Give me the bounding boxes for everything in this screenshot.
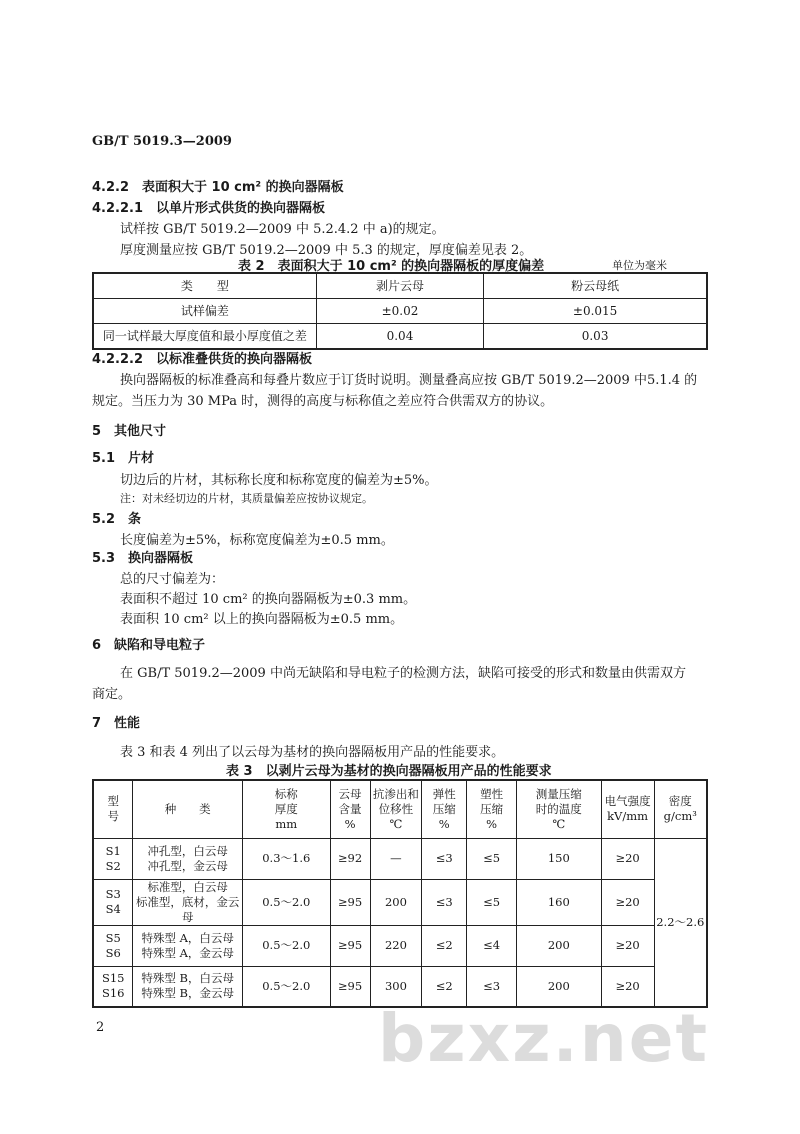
- table-header-cell: 粉云母纸: [484, 273, 707, 299]
- cell-type-no: S15 S16: [93, 966, 133, 1007]
- table-cell: 试样偏差: [93, 299, 316, 324]
- page-number: 2: [96, 1020, 105, 1035]
- table-header-row: [93, 780, 707, 838]
- section-7-heading: 7 性能: [92, 716, 141, 731]
- section-4-2-2-1-heading: 4.2.2.1 以单片形式供货的换向器隔板: [92, 201, 325, 216]
- cell-kind: 特殊型 B，白云母 特殊型 B，金云母: [133, 966, 243, 1007]
- cell-thickness: 0.5～2.0: [242, 966, 330, 1007]
- table2-unit: 单位为毫米: [612, 259, 667, 272]
- cell-plastic-compression: ≤3: [467, 966, 517, 1007]
- header-electric-strength: 电气强度 kV/mm: [601, 780, 654, 838]
- cell-measure-temperature: 150: [516, 838, 601, 879]
- table-cell: ±0.02: [316, 299, 483, 324]
- table-cell: 0.03: [484, 324, 707, 350]
- cell-exudation: —: [370, 838, 422, 879]
- cell-mica-content: ≥95: [330, 966, 370, 1007]
- cell-exudation: 220: [370, 925, 422, 966]
- section-5-1-heading: 5.1 片材: [92, 451, 155, 466]
- section-4-2-2-2-heading: 4.2.2.2 以标准叠供货的换向器隔板: [92, 352, 312, 367]
- table-row: [93, 925, 707, 966]
- table-cell: 0.04: [316, 324, 483, 350]
- header-mica-content: 云母 含量 %: [330, 780, 370, 838]
- cell-plastic-compression: ≤5: [467, 879, 517, 925]
- table2-caption: 表 2 表面积大于 10 cm² 的换向器隔板的厚度偏差: [238, 259, 545, 274]
- header-density: 密度 g/cm³: [654, 780, 707, 838]
- cell-type-no: S3 S4: [93, 879, 133, 925]
- paragraph-defects-line-2: 商定。: [92, 687, 132, 702]
- cell-mica-content: ≥95: [330, 925, 370, 966]
- cell-thickness: 0.5～2.0: [242, 879, 330, 925]
- cell-measure-temperature: 200: [516, 966, 601, 1007]
- note-sheet: 注：对未经切边的片材，其质量偏差应按协议规定。: [120, 492, 373, 505]
- header-exudation: 抗渗出和 位移性 ℃: [370, 780, 422, 838]
- paragraph-properties: 表 3 和表 4 列出了以云母为基材的换向器隔板用产品的性能要求。: [120, 745, 505, 760]
- table-row: [93, 299, 707, 324]
- paragraph-sheet: 切边后的片材，其标称长度和标称宽度的偏差为±5%。: [120, 473, 438, 488]
- table-2: [92, 272, 708, 350]
- section-5-2-heading: 5.2 条: [92, 512, 142, 527]
- cell-elastic-compression: ≤3: [422, 879, 467, 925]
- cell-elastic-compression: ≤2: [422, 966, 467, 1007]
- cell-exudation: 200: [370, 879, 422, 925]
- paragraph-stack-line-2: 规定。当压力为 30 MPa 时，测得的高度与标称值之差应符合供需双方的协议。: [92, 394, 554, 409]
- table-header-row: [93, 273, 707, 299]
- paragraph-tolerance-large: 表面积 10 cm² 以上的换向器隔板为±0.5 mm。: [120, 612, 404, 627]
- cell-type-no: S1 S2: [93, 838, 133, 879]
- cell-thickness: 0.5～2.0: [242, 925, 330, 966]
- cell-mica-content: ≥95: [330, 879, 370, 925]
- paragraph-defects-line-1: 在 GB/T 5019.2—2009 中尚无缺陷和导电粒子的检测方法，缺陷可接受的形式和数量由供需双方: [120, 666, 686, 681]
- paragraph-stack-line-1: 换向器隔板的标准叠高和每叠片数应于订货时说明。测量叠高应按 GB/T 5019.2—2009 中5.1.4 的: [120, 373, 698, 388]
- table-row: [93, 879, 707, 925]
- table3-caption: 表 3 以剥片云母为基材的换向器隔板用产品的性能要求: [226, 764, 552, 779]
- section-5-3-heading: 5.3 换向器隔板: [92, 551, 194, 566]
- table-header-cell: 剥片云母: [316, 273, 483, 299]
- cell-kind: 冲孔型，白云母 冲孔型，金云母: [133, 838, 243, 879]
- table-cell: ±0.015: [484, 299, 707, 324]
- paragraph-thickness: 厚度测量应按 GB/T 5019.2—2009 中 5.3 的规定，厚度偏差见表 2。: [120, 243, 533, 258]
- cell-electric-strength: ≥20: [601, 966, 654, 1007]
- header-kind: 种 类: [133, 780, 243, 838]
- cell-kind: 标准型，白云母 标准型，底材，金云母: [133, 879, 243, 925]
- cell-type-no: S5 S6: [93, 925, 133, 966]
- paragraph-tolerance-small: 表面积不超过 10 cm² 的换向器隔板为±0.3 mm。: [120, 592, 417, 607]
- section-4-2-2-heading: 4.2.2 表面积大于 10 cm² 的换向器隔板: [92, 180, 344, 195]
- cell-electric-strength: ≥20: [601, 838, 654, 879]
- section-5-heading: 5 其他尺寸: [92, 424, 167, 439]
- watermark: bzxz.net: [378, 1000, 710, 1077]
- table-header-cell: 类 型: [93, 273, 316, 299]
- header-plastic-compression: 塑性 压缩 %: [467, 780, 517, 838]
- table-3: [92, 779, 708, 1008]
- paragraph-strip: 长度偏差为±5%，标称宽度偏差为±0.5 mm。: [120, 533, 394, 548]
- table-cell: 同一试样最大厚度值和最小厚度值之差: [93, 324, 316, 350]
- standard-id: GB/T 5019.3—2009: [92, 134, 232, 149]
- cell-mica-content: ≥92: [330, 838, 370, 879]
- paragraph-tolerance: 总的尺寸偏差为：: [120, 572, 225, 587]
- cell-measure-temperature: 200: [516, 925, 601, 966]
- table-row: [93, 324, 707, 350]
- table-row: [93, 838, 707, 879]
- paragraph-sample: 试样按 GB/T 5019.2—2009 中 5.2.4.2 中 a)的规定。: [120, 222, 445, 237]
- cell-elastic-compression: ≤3: [422, 838, 467, 879]
- cell-exudation: 300: [370, 966, 422, 1007]
- header-thickness: 标称 厚度 mm: [242, 780, 330, 838]
- cell-density: 2.2～2.6: [654, 838, 707, 1007]
- cell-kind: 特殊型 A，白云母 特殊型 A，金云母: [133, 925, 243, 966]
- cell-thickness: 0.3～1.6: [242, 838, 330, 879]
- cell-plastic-compression: ≤5: [467, 838, 517, 879]
- header-measure-temperature: 测量压缩 时的温度 ℃: [516, 780, 601, 838]
- cell-elastic-compression: ≤2: [422, 925, 467, 966]
- cell-electric-strength: ≥20: [601, 879, 654, 925]
- section-6-heading: 6 缺陷和导电粒子: [92, 638, 206, 653]
- cell-measure-temperature: 160: [516, 879, 601, 925]
- cell-electric-strength: ≥20: [601, 925, 654, 966]
- cell-plastic-compression: ≤4: [467, 925, 517, 966]
- header-type-no: 型 号: [93, 780, 133, 838]
- header-elastic-compression: 弹性 压缩 %: [422, 780, 467, 838]
